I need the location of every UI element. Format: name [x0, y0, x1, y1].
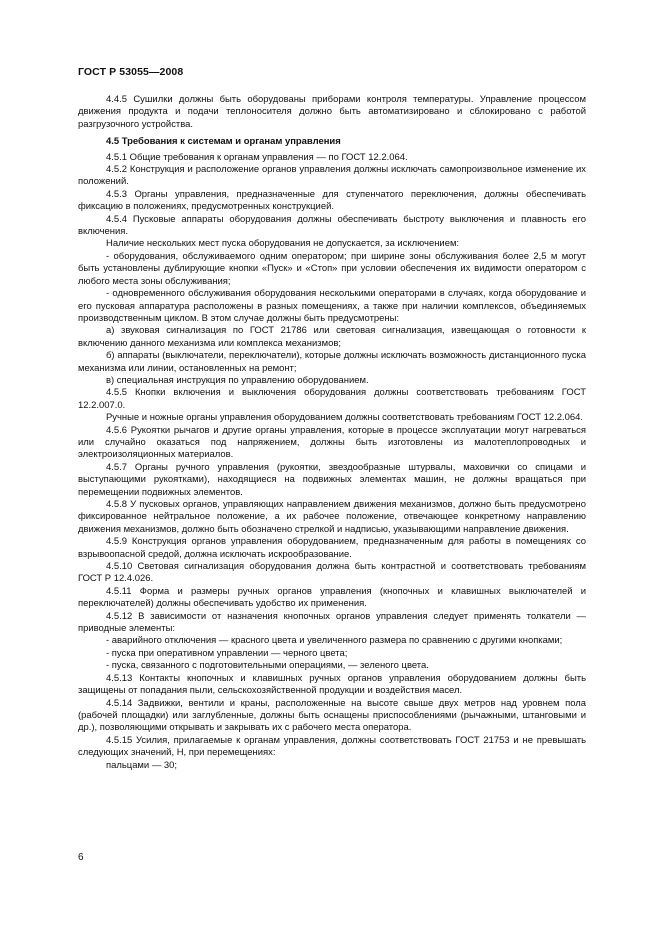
document-header: ГОСТ Р 53055—2008: [78, 66, 184, 78]
paragraph-4-5-5: 4.5.5 Кнопки включения и выключения оборудования должны соответствовать требованиям ГОСТ 12.2.007.0.: [78, 387, 586, 411]
document-body: [78, 94, 586, 772]
list-item-b: б) аппараты (выключатели, переключатели), которые должны исключать возможность дистанционного пуска механизма или линии, остановленных на ремонт;: [78, 350, 586, 374]
paragraph-4-5-12: 4.5.12 В зависимости от назначения кнопочных органов управления следует применять толкатели — приводные элементы:: [78, 610, 586, 635]
paragraph-4-5-14: 4.5.14 Задвижки, вентили и краны, расположенные на высоте свыше двух метров над уровнем пола (рабочей площадки) или заглубленные, должны быть оснащены приспособлениями (рычажными, штанговыми и др.), позволяющими открывать и закрывать их с рабочего места оператора.: [78, 697, 586, 734]
section-title-4-5: 4.5 Требования к системам и органам управления: [106, 136, 341, 148]
paragraph-4-5-7: 4.5.7 Органы ручного управления (рукоятки, звездообразные штурвалы, маховички со спицами и выступающими рукоятками), находящиеся на подвижных элементах машин, не должны вращаться при перемещении подвижных элементов.: [78, 461, 586, 498]
paragraph-4-5-10: 4.5.10 Световая сигнализация оборудования должна быть контрастной и соответствовать требованиям ГОСТ Р 12.4.026.: [78, 561, 586, 585]
list-item-single-operator: - оборудования, обслуживаемого одним оператором; при ширине зоны обслуживания более 2,5 м могут быть установлены дублирующие кнопки «Пуск» и «Стоп» при условии обеспечения их видимости оператором с любого места зоны обслуживания;: [78, 250, 586, 287]
list-item-emergency: - аварийного отключения — красного цвета и увеличенного размера по сравнению с другими кнопками;: [106, 635, 563, 647]
paragraph-4-5-4: 4.5.4 Пусковые аппараты оборудования должны обеспечивать быстроту выключения и плавность его включения.: [78, 213, 586, 238]
paragraph-4-5-13: 4.5.13 Контакты кнопочных и клавишных ручных органов управления оборудованием должны быть защищены от попадания пыли, сельскохозяйственной продукции и воздействия масел.: [78, 672, 586, 697]
paragraph-4-5-15: 4.5.15 Усилия, прилагаемые к органам управления, должны соответствовать ГОСТ 21753 и не превышать следующих значений, Н, при перемещениях:: [78, 734, 586, 759]
paragraph-4-5-6: 4.5.6 Рукоятки рычагов и другие органы управления, которые в процессе эксплуатации могут нагреваться или случайно оказаться под напряжением, должны быть изготовлены из малотеплопроводных и электроизоляционных материалов.: [78, 424, 586, 461]
paragraph-4-5-3: 4.5.3 Органы управления, предназначенные для ступенчатого переключения, должны обеспечивать фиксацию в положениях, предусмотренных конструкцией.: [78, 188, 586, 213]
list-item-multiple-operators: - одновременного обслуживания оборудования несколькими операторами в случаях, когда оборудование и его пусковая аппаратура расположены в разных помещениях, а также при наличии комплексов, объединяемых производственным циклом. В этом случае должны быть предусмотрены:: [78, 288, 586, 324]
paragraph-4-5-2: 4.5.2 Конструкция и расположение органов управления должны исключать самопроизвольное изменение их положений.: [78, 164, 586, 188]
paragraph-fingers-force: пальцами — 30;: [106, 759, 177, 771]
list-item-operational-start: - пуска при оперативном управлении — черного цвета;: [106, 647, 348, 659]
paragraph-4-4-5: 4.4.5 Сушилки должны быть оборудованы приборами контроля температуры. Управление процессом движения продукта и подачи теплоносителя должно быть автоматизировано и сблокировано с работой разгрузочного устройства.: [78, 94, 586, 130]
paragraph-4-5-9: 4.5.9 Конструкция органов управления оборудованием, предназначенным для работы в помещениях со взрывоопасной средой, должна исключать искрообразование.: [78, 536, 586, 560]
paragraph-exceptions-intro: Наличие нескольких мест пуска оборудования не допускается, за исключением:: [106, 238, 460, 250]
paragraph-manual-controls: Ручные и ножные органы управления оборудованием должны соответствовать требованиям ГОСТ 12.2.064.: [106, 412, 584, 424]
page-number: 6: [78, 852, 84, 863]
paragraph-4-5-1: 4.5.1 Общие требования к органам управления — по ГОСТ 12.2.064.: [106, 151, 408, 163]
paragraph-4-5-11: 4.5.11 Форма и размеры ручных органов управления (кнопочных и клавишных выключателей и переключателей) должны обеспечивать удобство их применения.: [78, 585, 586, 610]
list-item-preparatory-start: - пуска, связанного с подготовительными операциями, — зеленого цвета.: [106, 660, 429, 672]
list-item-v: в) специальная инструкция по управлению оборудованием.: [106, 374, 369, 386]
list-item-a: а) звуковая сигнализация по ГОСТ 21786 или световая сигнализация, извещающая о готовности к включению данного механизма или комплекса механизмов;: [78, 325, 586, 349]
paragraph-4-5-8: 4.5.8 У пусковых органов, управляющих направлением движения механизмов, должно быть предусмотрено фиксированное нейтральное положение, а их рабочее положение, отвечающее конкретному направлению движения механизмов, должно быть обозначено стрелкой и надписью, указывающими направление движения.: [78, 499, 586, 535]
